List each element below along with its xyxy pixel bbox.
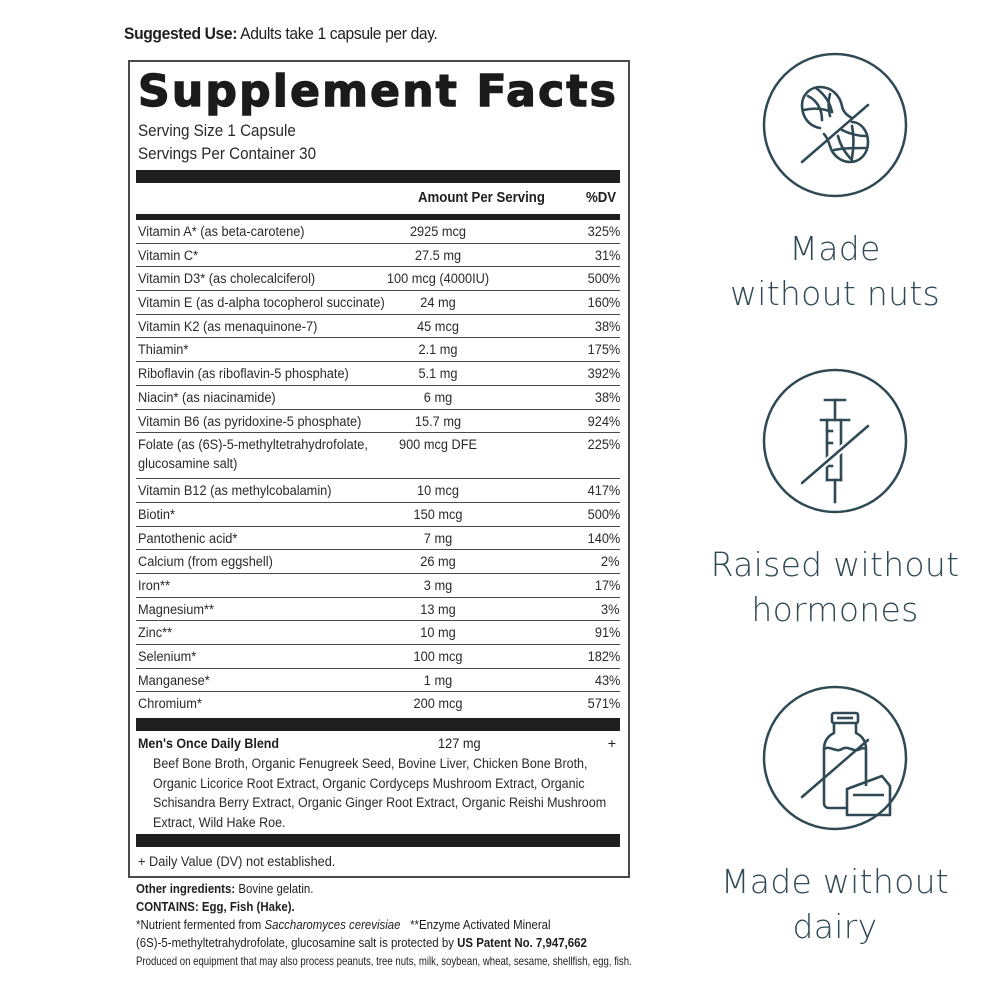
nutrient-name [138, 436, 368, 474]
footnote-prefix: *Nutrient fermented from [136, 917, 262, 932]
nutrient-amount: 100 mcg (4000IU) [386, 271, 490, 288]
dv-not-established-note: + Daily Value (DV) not established. [138, 854, 336, 870]
badge-label-line1: Raised without [710, 545, 960, 584]
nutrient-amount: 100 mcg [413, 649, 463, 665]
nutrient-amount: 13 mg [420, 601, 456, 618]
table-row [136, 479, 620, 503]
nutrient-dv: 160% [587, 295, 620, 312]
badge-label-line1: Made [789, 229, 881, 268]
table-row [136, 315, 620, 339]
nutrient-amount: 7 mg [423, 530, 453, 547]
no-dairy-icon [760, 683, 910, 833]
nutrient-name: Vitamin C* [138, 247, 199, 264]
header-dv: %DV [586, 189, 617, 206]
divider-thick [136, 170, 620, 183]
nutrient-name: Niacin* (as niacinamide) [138, 389, 276, 406]
nutrient-name: Vitamin D3* (as cholecalciferol) [138, 271, 316, 288]
suggested-use-text: Adults take 1 capsule per day. [240, 24, 438, 43]
nutrient-amount: 900 mcg DFE [398, 437, 478, 454]
patent-text: (6S)-5-methyltetrahydrofolate, glucosamine salt is protected by [136, 935, 454, 950]
nutrient-amount: 150 mcg [413, 506, 463, 523]
footnote-organism: Saccharomyces cerevisiae [264, 917, 401, 932]
nutrient-amount: 1 mg [423, 672, 453, 689]
nutrient-amount: 2.1 mg [418, 342, 458, 359]
table-row [136, 669, 620, 693]
nutrient-amount: 26 mg [420, 554, 456, 571]
nutrient-dv: 2% [601, 554, 620, 571]
nutrient-amount: 5.1 mg [418, 366, 458, 383]
badge-no-dairy [720, 683, 950, 946]
badge-no-hormones [710, 366, 960, 629]
table-row [136, 527, 620, 551]
badge-no-nuts [729, 50, 941, 313]
nutrient-dv: 175% [587, 342, 620, 359]
blend-dv: + [607, 736, 616, 752]
table-row [136, 503, 620, 527]
nutrient-dv: 140% [587, 530, 620, 547]
table-row [136, 692, 620, 716]
header-amount: Amount Per Serving [418, 189, 545, 206]
nutrient-dv: 924% [587, 413, 620, 430]
badge-label-line2: dairy [792, 907, 878, 946]
table-row [136, 338, 620, 362]
table-row [136, 386, 620, 410]
footnotes [136, 916, 681, 934]
nutrient-name: Riboflavin (as riboflavin-5 phosphate) [138, 366, 349, 383]
blend-ingredients: Beef Bone Broth, Organic Fenugreek Seed, Bovine Liver, Chicken Bone Broth, Organic Licorice Root Extract, Organic Cordyceps Mushroom Extract, Organic Schisandra Berry Extract, Organic Ginger Root Extract, Organic Reishi Mushroom Extract, Wild Hake Roe. [153, 756, 607, 831]
badge-label-line2: hormones [751, 590, 919, 629]
nutrient-dv: 392% [587, 366, 620, 383]
nutrient-dv: 417% [587, 483, 620, 500]
nutrient-name: Calcium (from eggshell) [138, 554, 273, 571]
nutrient-dv: 31% [594, 247, 620, 264]
nutrient-name: Pantothenic acid* [138, 530, 238, 547]
nutrient-name: Vitamin K2 (as menaquinone-7) [138, 318, 318, 335]
badge-label-line2: without nuts [729, 274, 941, 313]
nutrient-name-line2: glucosamine salt) [138, 456, 238, 473]
blend-name: Men's Once Daily Blend [138, 736, 280, 752]
no-hormones-icon [760, 366, 910, 516]
footnote-suffix: **Enzyme Activated Mineral [410, 917, 551, 932]
badge-label-line1: Made without [720, 862, 950, 901]
contains-text: CONTAINS: Egg, Fish (Hake). [136, 899, 295, 914]
nutrient-amount: 27.5 mg [414, 247, 462, 264]
nutrient-name: Biotin* [138, 506, 175, 523]
patent-number: US Patent No. 7,947,662 [457, 935, 587, 950]
other-ingredients-label: Other ingredients: [136, 881, 236, 896]
nutrient-table [136, 220, 620, 716]
table-row [136, 220, 620, 244]
badge-label [670, 542, 1000, 632]
nutrient-dv: 38% [594, 389, 620, 406]
nutrient-name: Selenium* [138, 649, 197, 665]
equipment-note: Produced on equipment that may also process peanuts, tree nuts, milk, soybean, wheat, sesame, shellfish, egg, fish. [136, 954, 632, 968]
nutrient-name: Manganese* [138, 672, 210, 689]
nutrient-name: Vitamin A* (as beta-carotene) [138, 224, 305, 240]
table-row [136, 574, 620, 598]
table-row [136, 645, 620, 669]
nutrient-amount: 24 mg [420, 295, 456, 312]
table-row [136, 550, 620, 574]
suggested-use [124, 24, 438, 44]
table-row [136, 621, 620, 645]
nutrient-dv: 17% [594, 577, 620, 594]
nutrient-amount: 10 mg [420, 625, 456, 642]
blend-amount: 127 mg [438, 736, 481, 752]
other-ingredients-text: Bovine gelatin. [238, 881, 314, 896]
nutrient-dv: 571% [587, 696, 620, 713]
nutrient-amount: 200 mcg [413, 696, 463, 713]
allergen-contains [136, 898, 681, 916]
nutrient-amount: 3 mg [423, 577, 453, 594]
supplement-facts-panel [128, 60, 630, 878]
label-footer [136, 880, 756, 970]
nutrient-dv: 500% [587, 506, 620, 523]
nutrient-dv: 500% [587, 271, 620, 288]
serving-size: Serving Size 1 Capsule [138, 122, 296, 140]
badge-label [670, 226, 1000, 316]
table-row [136, 410, 620, 434]
patent-note [136, 934, 681, 952]
badge-label [670, 859, 1000, 949]
nutrient-dv: 91% [594, 625, 620, 642]
nutrient-dv: 325% [587, 224, 620, 240]
nutrient-name: Vitamin B12 (as methylcobalamin) [138, 483, 332, 500]
table-row [136, 433, 620, 479]
nutrient-name: Magnesium** [138, 601, 214, 618]
servings-per-container: Servings Per Container 30 [138, 145, 317, 163]
nutrient-dv: 182% [587, 649, 620, 665]
nutrient-name: Iron** [138, 577, 170, 594]
nutrient-dv: 38% [594, 318, 620, 335]
nutrient-amount: 6 mg [423, 389, 453, 406]
nutrient-name: Vitamin E (as d-alpha tocopherol succinate) [138, 295, 385, 312]
divider-thick [136, 718, 620, 731]
nutrient-dv: 43% [594, 672, 620, 689]
nutrient-dv: 3% [601, 601, 620, 618]
nutrient-amount: 45 mcg [417, 318, 459, 335]
no-nuts-icon [760, 50, 910, 200]
nutrient-amount: 10 mcg [417, 483, 459, 500]
nutrient-name: Vitamin B6 (as pyridoxine-5 phosphate) [138, 413, 362, 430]
table-row [136, 244, 620, 268]
other-ingredients [136, 880, 681, 898]
nutrient-name: Zinc** [138, 625, 173, 642]
nutrient-name: Thiamin* [138, 342, 189, 359]
table-row [136, 291, 620, 315]
suggested-use-label: Suggested Use: [124, 24, 238, 43]
nutrient-amount: 15.7 mg [414, 413, 462, 430]
nutrient-amount: 2925 mcg [409, 224, 467, 240]
nutrient-dv: 225% [587, 437, 620, 454]
nutrient-name: Chromium* [138, 696, 202, 713]
divider-thick [136, 834, 620, 847]
table-row [136, 267, 620, 291]
table-row [136, 362, 620, 386]
facts-title: Supplement Facts [138, 66, 618, 117]
table-row [136, 598, 620, 622]
nutrient-name-line1: Folate (as (6S)-5-methyltetrahydrofolate, [138, 437, 368, 454]
